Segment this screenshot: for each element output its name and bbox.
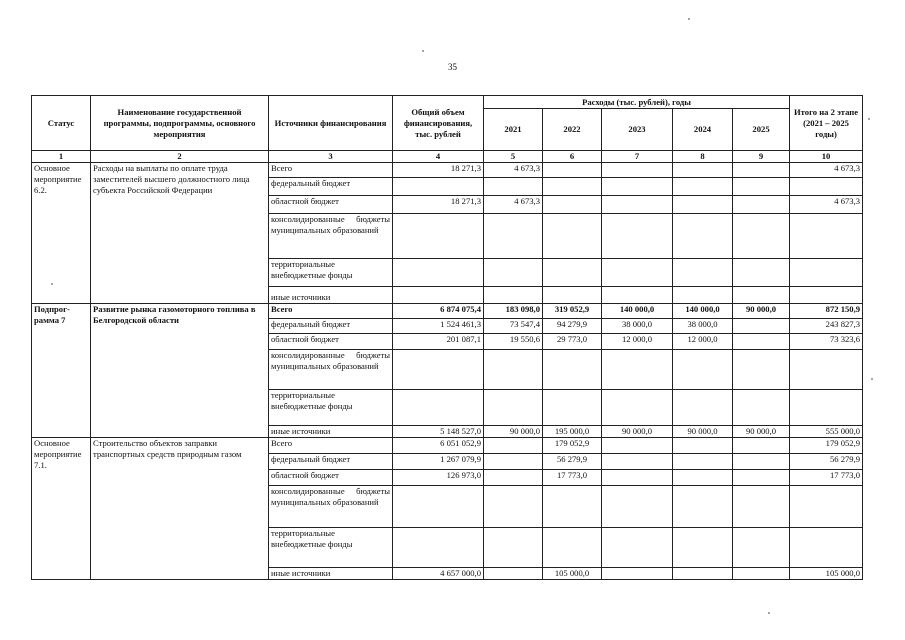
column-number: 10 [790, 151, 863, 163]
itogo-cell [790, 178, 863, 196]
total-cell: 18 271,3 [393, 196, 484, 214]
total-cell: 6 051 052,9 [393, 438, 484, 454]
year-cell [673, 178, 733, 196]
header-year: 2021 [484, 109, 543, 151]
source-cell: Всего [269, 438, 393, 454]
itogo-cell [790, 528, 863, 568]
name-cell: Строительство объектов заправки транспортных средств природным газом [91, 438, 269, 580]
year-cell [733, 470, 790, 486]
year-cell [484, 568, 543, 580]
source-cell: федеральный бюджет [269, 454, 393, 470]
year-cell [673, 568, 733, 580]
source-cell: Всего [269, 163, 393, 178]
year-cell: 90 000,0 [602, 426, 673, 438]
year-cell [543, 390, 602, 426]
year-cell: 19 550,6 [484, 334, 543, 350]
source-cell: Всего [269, 304, 393, 319]
total-cell: 5 148 527,0 [393, 426, 484, 438]
year-cell: 12 000,0 [602, 334, 673, 350]
itogo-cell: 17 773,0 [790, 470, 863, 486]
year-cell [733, 196, 790, 214]
year-cell [733, 178, 790, 196]
itogo-cell: 872 150,9 [790, 304, 863, 319]
column-number: 5 [484, 151, 543, 163]
itogo-cell [790, 486, 863, 528]
year-cell: 38 000,0 [673, 319, 733, 334]
table-row [32, 438, 863, 454]
scan-speck [422, 50, 424, 52]
year-cell [673, 470, 733, 486]
year-cell [484, 287, 543, 304]
column-number: 9 [733, 151, 790, 163]
year-cell [602, 390, 673, 426]
total-cell: 6 874 075,4 [393, 304, 484, 319]
year-cell: 38 000,0 [602, 319, 673, 334]
year-cell [484, 390, 543, 426]
itogo-cell: 4 673,3 [790, 163, 863, 178]
year-cell [484, 438, 543, 454]
year-cell [602, 163, 673, 178]
total-cell: 1 267 079,9 [393, 454, 484, 470]
total-cell [393, 390, 484, 426]
year-cell [602, 214, 673, 259]
year-cell [543, 486, 602, 528]
column-number: 6 [543, 151, 602, 163]
source-cell: областной бюджет [269, 470, 393, 486]
year-cell [733, 334, 790, 350]
year-cell [673, 259, 733, 287]
year-cell: 140 000,0 [673, 304, 733, 319]
year-cell [543, 528, 602, 568]
year-cell [543, 259, 602, 287]
year-cell [602, 287, 673, 304]
year-cell: 140 000,0 [602, 304, 673, 319]
total-cell: 4 657 000,0 [393, 568, 484, 580]
year-cell [484, 350, 543, 390]
year-cell [673, 438, 733, 454]
scan-speck [868, 118, 870, 120]
table-body [32, 163, 863, 580]
itogo-cell [790, 214, 863, 259]
status-cell: Основное мероприятие 6.2. [32, 163, 91, 304]
year-cell: 195 000,0 [543, 426, 602, 438]
itogo-cell: 243 827,3 [790, 319, 863, 334]
year-cell [673, 486, 733, 528]
year-cell [733, 287, 790, 304]
itogo-cell: 105 000,0 [790, 568, 863, 580]
column-number-row [32, 151, 863, 163]
header-year: 2024 [673, 109, 733, 151]
header-year: 2023 [602, 109, 673, 151]
itogo-cell: 56 279,9 [790, 454, 863, 470]
scan-speck [768, 612, 770, 614]
source-cell: территориальные внебюджетные фонды [269, 259, 393, 287]
year-cell [602, 454, 673, 470]
year-cell [543, 178, 602, 196]
year-cell: 183 098,0 [484, 304, 543, 319]
total-cell [393, 528, 484, 568]
budget-table [31, 95, 863, 580]
year-cell [602, 196, 673, 214]
source-cell: федеральный бюджет [269, 319, 393, 334]
year-cell [733, 259, 790, 287]
year-cell: 17 773,0 [543, 470, 602, 486]
year-cell [543, 163, 602, 178]
itogo-cell [790, 350, 863, 390]
year-cell [484, 214, 543, 259]
header-expenses: Расходы (тыс. рублей), годы [484, 96, 790, 109]
year-cell [543, 287, 602, 304]
year-cell: 4 673,3 [484, 196, 543, 214]
year-cell [673, 214, 733, 259]
year-cell [602, 178, 673, 196]
total-cell: 201 087,1 [393, 334, 484, 350]
status-cell: Подпрог-рамма 7 [32, 304, 91, 438]
page-number: 35 [448, 62, 457, 72]
itogo-cell: 73 323,6 [790, 334, 863, 350]
total-cell [393, 178, 484, 196]
total-cell: 1 524 461,3 [393, 319, 484, 334]
source-cell: консолидированные бюджеты муниципальных образований [269, 486, 393, 528]
year-cell: 4 673,3 [484, 163, 543, 178]
year-cell [733, 350, 790, 390]
year-cell [733, 390, 790, 426]
year-cell [484, 259, 543, 287]
header-total: Общий объем финансирования, тыс. рублей [393, 96, 484, 151]
total-cell [393, 486, 484, 528]
source-cell: территориальные внебюджетные фонды [269, 390, 393, 426]
itogo-cell [790, 390, 863, 426]
header-name: Наименование государственной программы, подпрограммы, основного мероприятия [91, 96, 269, 151]
year-cell: 94 279,9 [543, 319, 602, 334]
source-cell: областной бюджет [269, 334, 393, 350]
year-cell [673, 350, 733, 390]
total-cell [393, 259, 484, 287]
source-cell: иные источники [269, 287, 393, 304]
year-cell [602, 528, 673, 568]
itogo-cell: 555 000,0 [790, 426, 863, 438]
itogo-cell [790, 259, 863, 287]
year-cell: 90 000,0 [733, 304, 790, 319]
status-cell: Основное мероприятие 7.1. [32, 438, 91, 580]
year-cell: 90 000,0 [733, 426, 790, 438]
total-cell [393, 287, 484, 304]
year-cell [673, 287, 733, 304]
source-cell: иные источники [269, 568, 393, 580]
year-cell [733, 163, 790, 178]
year-cell [673, 196, 733, 214]
year-cell [484, 454, 543, 470]
itogo-cell: 4 673,3 [790, 196, 863, 214]
header-itogo: Итого на 2 этапе (2021 – 2025 годы) [790, 96, 863, 151]
year-cell: 56 279,9 [543, 454, 602, 470]
year-cell [484, 486, 543, 528]
name-cell: Расходы на выплаты по оплате труда заместителей высшего должностного лица субъекта Российской Федерации [91, 163, 269, 304]
year-cell [673, 454, 733, 470]
year-cell [484, 528, 543, 568]
year-cell [673, 163, 733, 178]
year-cell: 105 000,0 [543, 568, 602, 580]
source-cell: иные источники [269, 426, 393, 438]
column-number: 2 [91, 151, 269, 163]
year-cell [602, 350, 673, 390]
source-cell: консолидированные бюджеты муниципальных образований [269, 350, 393, 390]
year-cell: 12 000,0 [673, 334, 733, 350]
header-year: 2022 [543, 109, 602, 151]
year-cell [602, 486, 673, 528]
itogo-cell: 179 052,9 [790, 438, 863, 454]
column-number: 4 [393, 151, 484, 163]
total-cell: 18 271,3 [393, 163, 484, 178]
table-row [32, 163, 863, 178]
year-cell [733, 454, 790, 470]
year-cell: 90 000,0 [484, 426, 543, 438]
year-cell: 179 052,9 [543, 438, 602, 454]
column-number: 1 [32, 151, 91, 163]
year-cell [602, 568, 673, 580]
year-cell [733, 486, 790, 528]
year-cell [673, 528, 733, 568]
scan-speck [688, 18, 690, 20]
year-cell [543, 214, 602, 259]
total-cell [393, 214, 484, 259]
year-cell [733, 438, 790, 454]
scan-speck [871, 378, 873, 380]
column-number: 3 [269, 151, 393, 163]
year-cell: 90 000,0 [673, 426, 733, 438]
year-cell: 29 773,0 [543, 334, 602, 350]
year-cell: 73 547,4 [484, 319, 543, 334]
year-cell [602, 259, 673, 287]
column-number: 8 [673, 151, 733, 163]
source-cell: территориальные внебюджетные фонды [269, 528, 393, 568]
name-cell: Развитие рынка газомоторного топлива в Белгородской области [91, 304, 269, 438]
total-cell [393, 350, 484, 390]
itogo-cell [790, 287, 863, 304]
year-cell [543, 350, 602, 390]
year-cell [733, 568, 790, 580]
year-cell [484, 178, 543, 196]
total-cell: 126 973,0 [393, 470, 484, 486]
year-cell [602, 438, 673, 454]
header-sources: Источники финансирования [269, 96, 393, 151]
year-cell [733, 528, 790, 568]
year-cell [484, 470, 543, 486]
year-cell [733, 214, 790, 259]
year-cell: 319 052,9 [543, 304, 602, 319]
year-cell [733, 319, 790, 334]
year-cell [673, 390, 733, 426]
year-cell [543, 196, 602, 214]
source-cell: федеральный бюджет [269, 178, 393, 196]
header-year: 2025 [733, 109, 790, 151]
header-status: Статус [32, 96, 91, 151]
year-cell [602, 470, 673, 486]
source-cell: консолидированные бюджеты муниципальных образований [269, 214, 393, 259]
source-cell: областной бюджет [269, 196, 393, 214]
table-row [32, 304, 863, 319]
column-number: 7 [602, 151, 673, 163]
